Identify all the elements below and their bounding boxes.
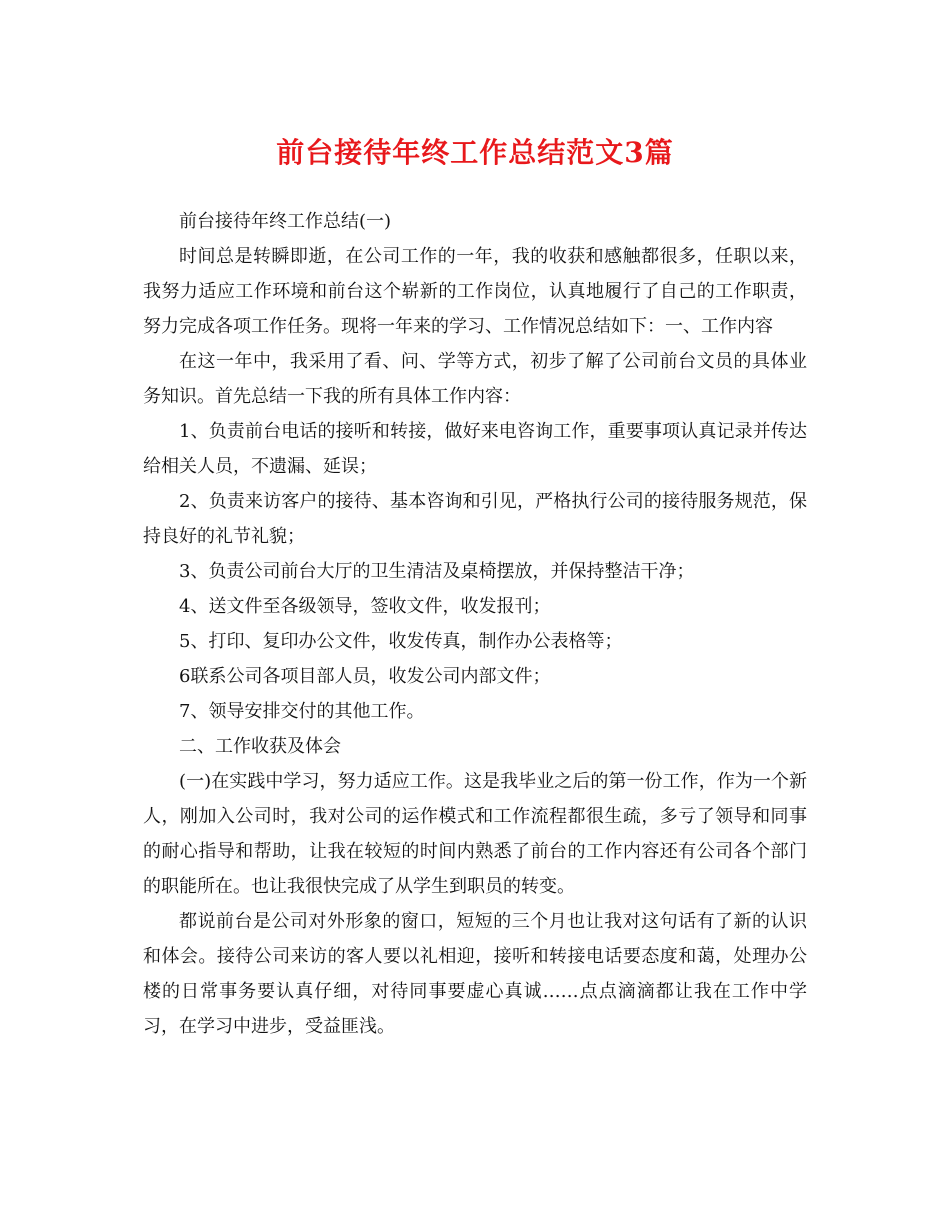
section-heading-1: 前台接待年终工作总结(一): [179, 211, 392, 232]
list-item-2: 2、负责来访客户的接待、基本咨询和引见，严格执行公司的接待服务规范，保持良好的礼节礼貌；: [143, 491, 807, 547]
document-title: 前台接待年终工作总结范文3篇: [276, 136, 674, 169]
intro-paragraph: 时间总是转瞬即逝，在公司工作的一年，我的收获和感触都很多，任职以来，我努力适应工作环境和前台这个崭新的工作岗位，认真地履行了自己的工作职责，努力完成各项工作任务。现将一年来的学习、工作情况总结如下：一、工作内容: [143, 246, 807, 337]
paragraph-work-overview: 在这一年中，我采用了看、问、学等方式，初步了解了公司前台文员的具体业务知识。首先总结一下我的所有具体工作内容：: [143, 351, 807, 407]
list-item-7: 7、领导安排交付的其他工作。: [179, 701, 425, 722]
paragraph-learning: (一)在实践中学习，努力适应工作。这是我毕业之后的第一份工作，作为一个新人，刚加入公司时，我对公司的运作模式和工作流程都很生疏，多亏了领导和同事的耐心指导和帮助，让我在较短的时间内熟悉了前台的工作内容还有公司各个部门的职能所在。也让我很快完成了从学生到职员的转变。: [143, 771, 807, 897]
section-heading-2: 二、工作收获及体会: [179, 736, 341, 757]
paragraph-front-desk: 都说前台是公司对外形象的窗口，短短的三个月也让我对这句话有了新的认识和体会。接待公司来访的客人要以礼相迎，接听和转接电话要态度和蔼，处理办公楼的日常事务要认真仔细，对待同事要虚心真诚……点点滴滴都让我在工作中学习，在学习中进步，受益匪浅。: [143, 911, 807, 1037]
document-body: [143, 204, 807, 1044]
list-item-4: 4、送文件至各级领导，签收文件，收发报刊；: [179, 596, 551, 617]
list-item-6: 6联系公司各项目部人员，收发公司内部文件；: [179, 666, 551, 687]
list-item-3: 3、负责公司前台大厅的卫生清洁及桌椅摆放，并保持整洁干净；: [179, 561, 695, 582]
list-item-5: 5、打印、复印办公文件，收发传真，制作办公表格等；: [179, 631, 623, 652]
list-item-1: 1、负责前台电话的接听和转接，做好来电咨询工作，重要事项认真记录并传达给相关人员，不遗漏、延误；: [143, 421, 807, 477]
